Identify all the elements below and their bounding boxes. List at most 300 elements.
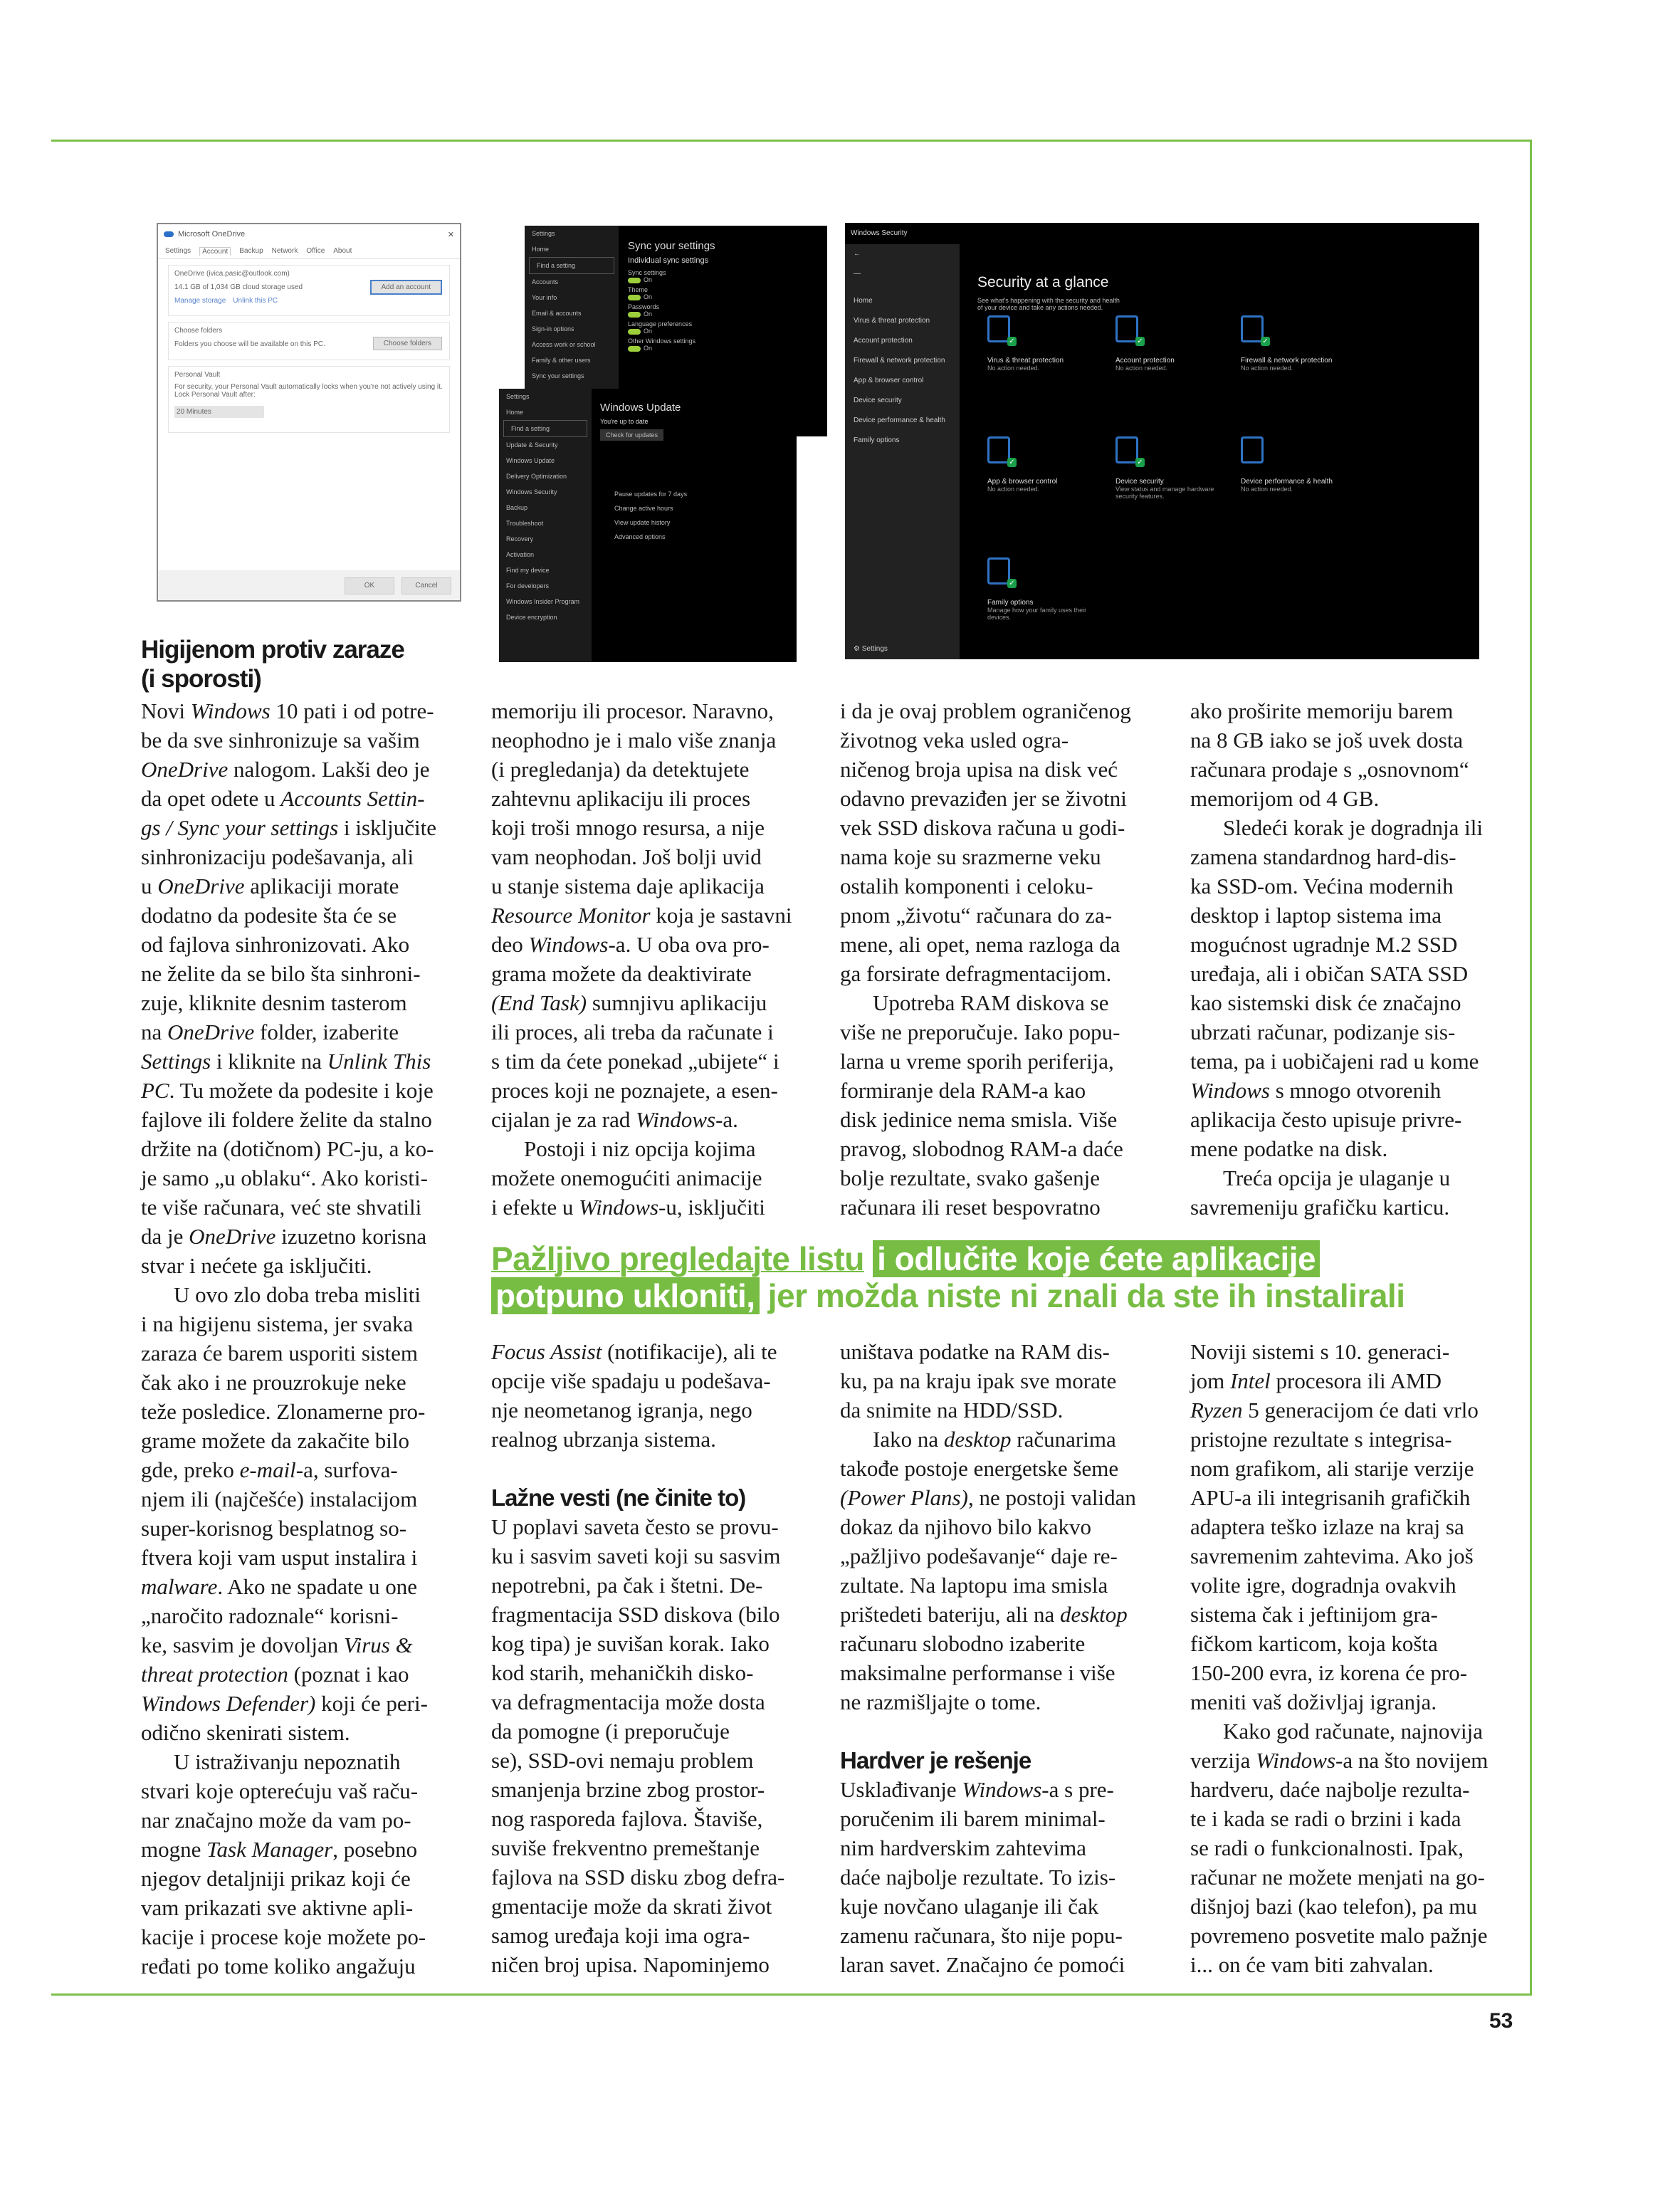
text-line: stvar i nećete ga isključiti.	[141, 1253, 372, 1278]
sidebar-item: Delivery Optimization	[506, 473, 567, 480]
text-line: mogne Task Manager, posebno	[141, 1837, 418, 1862]
text-line: realnog ubrzanja sistema.	[491, 1427, 716, 1452]
text-line: threat protection (poznat i kao	[141, 1662, 409, 1687]
text-line: Kako god računate, najnovija	[1223, 1719, 1483, 1744]
text-line: da pomogne (i preporučuje	[491, 1719, 730, 1744]
text-line: kog tipa) je suvišan korak. Iako	[491, 1631, 770, 1656]
text-line: ne razmišljajte o tome.	[840, 1689, 1041, 1714]
text-line: u OneDrive aplikaciji morate	[141, 874, 399, 898]
check-icon: ✓	[1135, 337, 1145, 346]
text-line: uništava podatke na RAM dis-	[840, 1339, 1110, 1364]
text-line: pnom „životu“ računara do za-	[840, 903, 1113, 928]
text-line: i efekte u Windows-u, isključiti	[491, 1195, 765, 1220]
text-line: zultate. Na laptopu ima smisla	[840, 1573, 1108, 1598]
text-line: je samo „u oblaku“. Ako koristi-	[141, 1165, 428, 1190]
text-line: stvari koje opterećuju vaš raču-	[141, 1778, 419, 1803]
text-line: koji troši mnogo resursa, a nije	[491, 815, 765, 840]
toggle-label: Other Windows settings	[628, 337, 696, 345]
tile-status: No action needed.	[1241, 486, 1293, 493]
text-line: Ryzen 5 generacijom će dati vrlo	[1190, 1398, 1479, 1422]
tab-account: Account	[199, 247, 231, 256]
tile-icon	[1241, 315, 1269, 345]
home-item: Home	[506, 409, 524, 416]
sidebar-item: Windows Security	[506, 488, 557, 496]
section-heading	[141, 635, 404, 693]
subheading: Lažne vesti (ne činite to)	[491, 1484, 746, 1511]
security-tile	[987, 315, 1087, 372]
security-tile	[1115, 315, 1215, 372]
toggle-label: Language preferences	[628, 320, 693, 328]
text-line: nim hardverskim zahtevima	[840, 1835, 1087, 1860]
subheading: Hardver je rešenje	[840, 1747, 1031, 1773]
tile-status: No action needed.	[1241, 365, 1293, 372]
text-line: računara prodaje s „osnovnom“	[1190, 757, 1469, 782]
sidebar-item: Home	[854, 297, 873, 305]
text-line: kao sistemski disk će značajno	[1190, 990, 1461, 1015]
heading-line: Higijenom protiv zaraze	[141, 636, 404, 664]
text-line: (End Task) sumnjivu aplikaciju	[491, 990, 767, 1015]
text-line: odavno prevaziđen jer se životni	[840, 786, 1127, 811]
manage-storage-link: Manage storage	[174, 297, 226, 305]
cancel-button: Cancel	[401, 577, 451, 594]
text-line: desktop i laptop sistema ima	[1190, 903, 1442, 928]
text-line: ka SSD-om. Većina modernih	[1190, 874, 1454, 898]
text-line: na 8 GB iako se još uvek dosta	[1190, 728, 1464, 753]
choose-text: Folders you choose will be available on this PC.	[174, 340, 325, 348]
update-option: View update history	[614, 519, 671, 526]
text-line: disk jedinice nema smisla. Više	[840, 1107, 1118, 1132]
text-line: savremenim zahtevima. Ako još	[1190, 1544, 1474, 1568]
text-line: kod starih, mehaničkih disko-	[491, 1660, 754, 1685]
sidebar-item: Find my device	[506, 567, 550, 574]
tile-icon	[987, 557, 1015, 587]
text-line: opcije više spadaju u podešava-	[491, 1368, 771, 1393]
account-group	[168, 265, 450, 316]
text-line: zuje, kliknite desnim tasterom	[141, 990, 407, 1015]
text-line: smanjenja brzine zbog prostor-	[491, 1777, 765, 1802]
toggle-state: On	[644, 345, 653, 352]
text-line: proces koji ne poznajete, a esen-	[491, 1078, 778, 1103]
text-line: računar ne možete menjati na go-	[1190, 1865, 1485, 1890]
sidebar-item: App & browser control	[854, 377, 924, 384]
text-line: super-korisnog besplatnog so-	[141, 1516, 407, 1541]
toggle-label: Sync settings	[628, 269, 666, 276]
frame-right-line	[1530, 140, 1532, 1995]
text-line: memoriju ili procesor. Naravno,	[491, 698, 774, 723]
text-line: suviše frekventno premeštanje	[491, 1835, 760, 1860]
window-title: Microsoft OneDrive	[178, 230, 246, 239]
text-line: i... on će vam biti zahvalan.	[1190, 1952, 1434, 1977]
text-line: hardveru, daće najbolje rezulta-	[1190, 1777, 1470, 1802]
security-desc: See what's happening with the security and health of your device and take any actions needed.	[977, 297, 1120, 311]
security-heading: Security at a glance	[977, 274, 1109, 290]
sidebar-item: Windows Insider Program	[506, 598, 580, 605]
text-line: njem ili (najčešće) instalacijom	[141, 1487, 418, 1511]
text-line: Postoji i niz opcija kojima	[524, 1136, 756, 1161]
text-line: ke, sasvim je dovoljan Virus &	[141, 1633, 413, 1657]
text-line: U istraživanju nepoznatih	[174, 1749, 401, 1774]
text-line: se), SSD-ovi nemaju problem	[491, 1748, 754, 1773]
text-line: be da sve sinhronizuje sa vašim	[141, 728, 420, 753]
tile-icon	[1241, 436, 1264, 463]
close-icon: ✕	[447, 230, 454, 239]
storage-text: 14.1 GB of 1,034 GB cloud storage used	[174, 283, 303, 291]
tile-title: Device performance & health	[1241, 478, 1333, 486]
text-line: mene, ali opet, nema razloga da	[840, 932, 1120, 957]
text-line: vek SSD diskova računa u godi-	[840, 815, 1125, 840]
sidebar-item: Activation	[506, 551, 535, 558]
frame-top-line	[51, 140, 1532, 142]
check-icon: ✓	[1007, 458, 1017, 467]
toggle-setting	[628, 286, 715, 300]
page-heading: Sync your settings	[628, 240, 715, 252]
text-line: „naročito radoznale“ korisni-	[141, 1603, 399, 1628]
toggle-row	[628, 328, 715, 335]
text-line: Settings i kliknite na Unlink This	[141, 1049, 431, 1074]
text-line: ga forsirate defragmentacijom.	[840, 961, 1112, 986]
text-line: Windows Defender) koji će peri-	[141, 1691, 428, 1716]
text-line: gs / Sync your settings i isključite	[141, 815, 437, 840]
section-label: Accounts	[532, 278, 559, 285]
text-line: grame možete da zakačite bilo	[141, 1428, 409, 1453]
text-line: formiranje dela RAM-a kao	[840, 1078, 1086, 1103]
text-line: zamenu računara, što nije popu-	[840, 1923, 1123, 1948]
text-line: uređaja, ali i običan SATA SSD	[1190, 961, 1469, 986]
text-line: kacije i procese koje možete po-	[141, 1924, 426, 1949]
text-line: da opet odete u Accounts Settin-	[141, 786, 425, 811]
text-line: Sledeći korak je dogradnja ili	[1223, 815, 1483, 840]
text-line: teže posledice. Zlonamerne pro-	[141, 1399, 426, 1424]
column-3-bottom	[840, 1337, 1167, 1979]
tile-status: No action needed.	[987, 365, 1040, 372]
text-line: ubrzati računar, podizanje sis-	[1190, 1020, 1456, 1044]
text-line: maksimalne performanse i više	[840, 1660, 1115, 1685]
text-line: povremeno posvetite malo pažnje	[1190, 1923, 1488, 1948]
toggle-switch	[628, 329, 641, 335]
toggle-setting	[628, 269, 715, 283]
text-line: njegov detaljniji prikaz koji će	[141, 1866, 411, 1891]
page-heading: Windows Update	[600, 402, 681, 414]
toggle-state: On	[644, 276, 653, 283]
sidebar-item: Email & accounts	[532, 310, 582, 317]
toggle-setting	[628, 337, 715, 352]
check-icon: ✓	[1261, 337, 1270, 346]
text-line: Focus Assist (notifikacije), ali te	[491, 1339, 777, 1364]
tile-title: Device security	[1115, 478, 1164, 486]
text-line: s tim da ćete ponekad „ubijete“ i	[491, 1049, 779, 1074]
tab-office: Office	[306, 247, 325, 255]
column-4-bottom	[1190, 1337, 1518, 1979]
sidebar-item: Device encryption	[506, 614, 557, 621]
text-line: više ne preporučuje. Iako popu-	[840, 1020, 1120, 1044]
toggle-setting	[628, 320, 715, 335]
text-line: životnog veka usled ogra-	[840, 728, 1069, 753]
window-title: Settings	[532, 230, 555, 237]
text-line: u stanje sistema daje aplikacija	[491, 874, 765, 898]
tile-title: Firewall & network protection	[1241, 357, 1333, 365]
sidebar-item: Sync your settings	[532, 372, 584, 379]
toggle-row	[628, 293, 715, 300]
column-2-bottom	[491, 1337, 819, 1979]
page-number: 53	[1489, 2009, 1513, 2033]
dialog-footer	[158, 570, 460, 600]
text-line: adaptera teško izlaze na kraj sa	[1190, 1514, 1464, 1539]
text-line: laran savet. Značajno će pomoći	[840, 1952, 1125, 1977]
window-title: Windows Security	[851, 229, 908, 237]
text-line: kuje novčano ulaganje ili čak	[840, 1894, 1099, 1919]
pull-quote-part: Pažljivo pregledajte listu	[491, 1240, 864, 1277]
cloud-icon	[164, 231, 174, 237]
check-icon: ✓	[1007, 579, 1017, 588]
text-line: cijalan je za rad Windows-a.	[491, 1107, 738, 1132]
vault-group	[168, 366, 450, 433]
onedrive-settings-screenshot	[157, 223, 461, 602]
text-line: mene podatke na disk.	[1190, 1136, 1388, 1161]
text-line: Treća opcija je ulaganje u	[1223, 1165, 1451, 1190]
pull-quote-highlight: i odlučite koje ćete aplikacije	[873, 1240, 1320, 1277]
add-account-button: Add an account	[370, 280, 443, 295]
column-2-top	[491, 696, 819, 1222]
sidebar-item: Device security	[854, 397, 902, 404]
text-line: pristojne rezultate s integrisa-	[1190, 1427, 1452, 1452]
text-line: računara ili reset bespovratno	[840, 1195, 1101, 1220]
text-line: možete onemogućiti animacije	[491, 1165, 762, 1190]
text-line: neophodno je i malo više znanja	[491, 728, 777, 753]
tile-status: No action needed.	[1115, 365, 1168, 372]
text-line: gmentacije može da skrati život	[491, 1894, 772, 1919]
text-line: dodatno da podesite šta će se	[141, 903, 397, 928]
sub-heading: Individual sync settings	[628, 256, 709, 265]
text-line: Resource Monitor koja je sastavni	[491, 903, 792, 928]
text-line: fičkom karticom, koja košta	[1190, 1631, 1438, 1656]
pull-quote-highlight: potpuno ukloniti,	[491, 1277, 760, 1314]
tile-title: App & browser control	[987, 478, 1058, 486]
text-line: aplikacija često upisuje privre-	[1190, 1107, 1462, 1132]
text-line: sistema čak i jeftinijom gra-	[1190, 1602, 1438, 1627]
update-option: Change active hours	[614, 505, 673, 512]
tab-network: Network	[271, 247, 298, 255]
text-line: zamena standardnog hard-dis-	[1190, 844, 1456, 869]
text-line: meniti vaš doživljaj igranja.	[1190, 1689, 1437, 1714]
check-icon: ✓	[1135, 458, 1145, 467]
sidebar-item: Account protection	[854, 337, 913, 345]
sidebar-item: Device performance & health	[854, 416, 945, 424]
text-line: bolje rezultate, svako gašenje	[840, 1165, 1100, 1190]
column-3-top	[840, 696, 1167, 1222]
menu-icon: —	[854, 270, 861, 278]
check-updates-button: Check for updates	[600, 429, 663, 441]
text-line: vam prikazati sve aktivne apli-	[141, 1895, 414, 1920]
text-line: samog uređaja koji ima ogra-	[491, 1923, 750, 1948]
text-line: Novi Windows 10 pati i od potre-	[141, 698, 434, 723]
text-line: odično skenirati sistem.	[141, 1720, 350, 1745]
text-line: U ovo zlo doba treba misliti	[174, 1282, 421, 1307]
tile-title: Account protection	[1115, 357, 1175, 365]
text-line: te i kada se radi o brzini i kada	[1190, 1806, 1461, 1831]
window-title: Settings	[506, 393, 530, 400]
choose-folders-group	[168, 322, 450, 360]
text-line: grama možete da deaktivirate	[491, 961, 752, 986]
unlink-link: Unlink this PC	[233, 297, 278, 305]
text-line: ftvera koji vam usput instalira i	[141, 1545, 418, 1570]
sidebar-item: Your info	[532, 294, 557, 301]
text-line: od fajlova sinhronizovati. Ako	[141, 932, 410, 957]
text-line: gde, preko e-mail-a, surfova-	[141, 1457, 398, 1482]
text-line: 150-200 evra, iz korena će pro-	[1190, 1660, 1468, 1685]
sidebar-item: Troubleshoot	[506, 520, 544, 527]
ok-button: OK	[345, 577, 394, 594]
tile-title: Virus & threat protection	[987, 357, 1064, 365]
text-line: prištedeti bateriju, ali na desktop	[840, 1602, 1128, 1627]
text-line: malware. Ako ne spadate u one	[141, 1574, 418, 1599]
sidebar-item: Windows Update	[506, 457, 555, 464]
choose-folders-button: Choose folders	[373, 337, 442, 350]
tab-backup: Backup	[239, 247, 263, 255]
text-line: nepotrebni, pa čak i štetni. De-	[491, 1573, 763, 1598]
text-line: ničenog broja upisa na disk već	[840, 757, 1118, 782]
sidebar-item: Backup	[506, 504, 528, 511]
toggle-state: On	[644, 310, 653, 318]
text-line: fragmentacija SSD diskova (bilo	[491, 1602, 780, 1627]
text-line: takođe postoje energetske šeme	[840, 1456, 1119, 1481]
text-line: držite na (dotičnom) PC-ju, a ko-	[141, 1136, 434, 1161]
settings-label: Settings	[861, 645, 888, 653]
vault-label: Personal Vault	[174, 371, 221, 379]
toggle-setting	[628, 303, 715, 318]
text-line: ničen broj upisa. Napominjemo	[491, 1952, 770, 1977]
text-line: „pažljivo podešavanje“ daje re-	[840, 1544, 1118, 1568]
text-line: vam neophodan. Još bolji uvid	[491, 844, 762, 869]
security-sidebar	[845, 244, 960, 659]
security-tile	[1241, 436, 1340, 493]
text-line: dišnjoj bazi (kao telefon), pa mu	[1190, 1894, 1477, 1919]
text-line: zaraza će barem usporiti sistem	[141, 1341, 419, 1366]
choose-label: Choose folders	[174, 327, 223, 335]
update-status: You're up to date	[600, 418, 649, 425]
text-line: i na higijenu sistema, jer svaka	[141, 1311, 414, 1336]
text-line: Upotreba RAM diskova se	[873, 990, 1109, 1015]
text-line: larna u vreme sporih periferija,	[840, 1049, 1114, 1074]
text-line: daće najbolje rezultate. To izis-	[840, 1865, 1116, 1890]
text-line: da snimite na HDD/SSD.	[840, 1398, 1064, 1422]
text-line: ili proces, ali treba da računate i	[491, 1020, 774, 1044]
text-line: dokaz da njihovo bilo kakvo	[840, 1514, 1091, 1539]
text-line: tema, pa i uobičajeni rad u kome	[1190, 1049, 1479, 1074]
sidebar-item: Sign-in options	[532, 325, 574, 332]
column-4-top	[1190, 696, 1518, 1222]
tab-about: About	[333, 247, 352, 255]
text-line: savremeniju grafičku karticu.	[1190, 1195, 1450, 1220]
text-line: na OneDrive folder, izaberite	[141, 1020, 399, 1044]
text-line: (Power Plans), ne postoji validan	[840, 1485, 1136, 1510]
text-line: ostalih komponenti i celoku-	[840, 874, 1093, 898]
toggle-label: Theme	[628, 286, 649, 293]
tile-icon	[1115, 315, 1143, 345]
security-tile	[987, 557, 1087, 621]
text-line: ku, pa na kraju ipak sve morate	[840, 1368, 1117, 1393]
toggle-switch	[628, 295, 641, 300]
text-line: fajlova na SSD disku zbog defra-	[491, 1865, 785, 1890]
tab-settings: Settings	[165, 247, 191, 255]
windows-update-screenshot	[499, 389, 797, 662]
sidebar-item: Access work or school	[532, 341, 596, 348]
home-item: Home	[532, 246, 550, 253]
text-line: zahtevnu aplikaciju ili proces	[491, 786, 751, 811]
text-line: ako proširite memoriju barem	[1190, 698, 1454, 723]
text-line: memorijom od 4 GB.	[1190, 786, 1380, 811]
column-1	[141, 696, 468, 1981]
toggle-row	[628, 310, 715, 318]
text-line: se radi o funkcionalnosti. Ipak,	[1190, 1835, 1464, 1860]
text-line: va defragmentacija može dosta	[491, 1689, 765, 1714]
text-line: verzija Windows-a na što novijem	[1190, 1748, 1489, 1773]
sidebar-item: Recovery	[506, 535, 534, 543]
text-line: nom grafikom, ali starije verzije	[1190, 1456, 1474, 1481]
section-label: Update & Security	[506, 441, 558, 449]
security-tile	[1115, 436, 1215, 500]
text-line: mogućnost ugradnje M.2 SSD	[1190, 932, 1458, 957]
toggle-row	[628, 276, 715, 283]
windows-security-screenshot	[845, 223, 1479, 659]
text-line: pravog, slobodnog RAM-a daće	[840, 1136, 1123, 1161]
toggle-switch	[628, 346, 641, 352]
sidebar-item: Virus & threat protection	[854, 317, 930, 325]
text-line: nar značajno može da vam po-	[141, 1808, 411, 1833]
text-line: poručenim ili barem minimal-	[840, 1806, 1106, 1831]
frame-bottom-line	[51, 1993, 1532, 1996]
text-line: nog rasporeda fajlova. Štaviše,	[491, 1806, 763, 1831]
text-line: sinhronizaciju podešavanja, ali	[141, 844, 414, 869]
text-line: APU-a ili integrisanih grafičkih	[1190, 1485, 1471, 1510]
toggle-state: On	[644, 328, 653, 335]
vault-select: 20 Minutes	[174, 406, 264, 418]
toggle-label: Passwords	[628, 303, 660, 310]
settings-item: ⚙ Settings	[854, 645, 888, 653]
tile-icon	[987, 315, 1015, 345]
toggle-row	[628, 345, 715, 352]
back-arrow-icon: ←	[854, 250, 861, 258]
search-box: Find a setting	[503, 420, 587, 437]
security-tile	[1241, 315, 1340, 372]
tile-icon	[1115, 436, 1143, 466]
text-line: deo Windows-a. U oba ova pro-	[491, 932, 770, 957]
text-line: ku i sasvim saveti koji su sasvim	[491, 1544, 781, 1568]
text-line: ne želite da se bilo šta sinhroni-	[141, 961, 421, 986]
text-line: jom Intel procesora ili AMD	[1190, 1368, 1442, 1393]
text-line: Usklađivanje Windows-a s pre-	[840, 1777, 1114, 1802]
sidebar-item: Firewall & network protection	[854, 357, 945, 365]
update-option: Pause updates for 7 days	[614, 491, 688, 498]
security-tile	[987, 436, 1087, 493]
text-line: U poplavi saveta često se provu-	[491, 1514, 779, 1539]
tile-status: Manage how your family uses their devices.	[987, 607, 1087, 621]
tile-icon	[987, 436, 1015, 466]
pull-quote	[491, 1240, 1405, 1314]
text-line: Windows s mnogo otvorenih	[1190, 1078, 1442, 1103]
check-icon: ✓	[1007, 337, 1017, 346]
text-line: Iako na desktop računarima	[873, 1427, 1116, 1452]
vault-text: For security, your Personal Vault automatically locks when you're not actively using it. Lock Personal Vault after:	[174, 383, 443, 399]
toggle-switch	[628, 278, 641, 283]
text-line: čak ako i ne prouzrokuje neke	[141, 1370, 406, 1395]
sidebar-item: Family & other users	[532, 357, 591, 364]
heading-line: (i sporosti)	[141, 665, 261, 693]
text-line: (i pregledanja) da detektujete	[491, 757, 750, 782]
text-line: nama koje su srazmerne veku	[840, 844, 1101, 869]
tile-status: View status and manage hardware security features.	[1115, 486, 1214, 500]
account-label: OneDrive (ivica.pasic@outlook.com)	[174, 270, 290, 278]
text-line: Noviji sistemi s 10. generaci-	[1190, 1339, 1450, 1364]
